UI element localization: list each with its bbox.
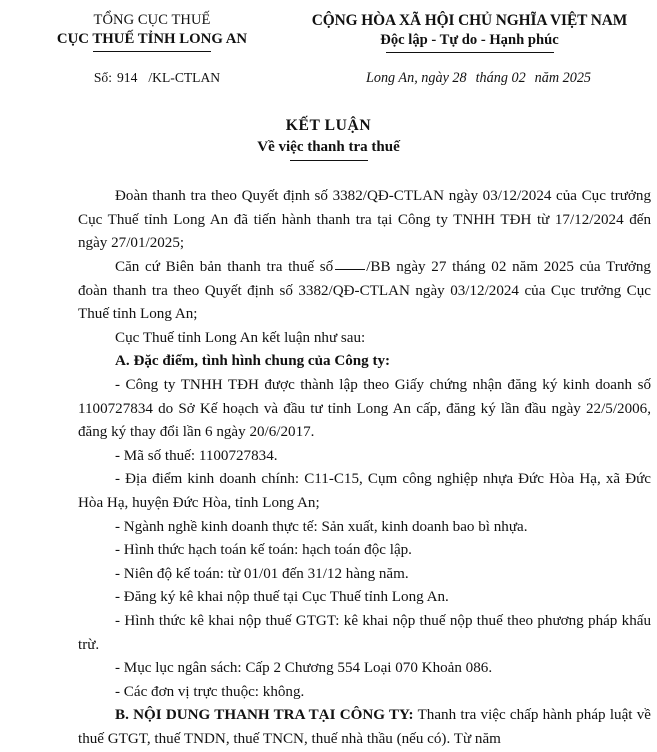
section-b-body: Thanh tra việc chấp hành pháp luật về thuế GTGT, thuế TNDN, thuế TNCN, thuế nhà thầu (nếu có). Từ năm [78, 707, 651, 747]
document-title-block [0, 115, 657, 161]
preamble-paragraph-3: Cục Thuế tỉnh Long An kết luận như sau: [115, 329, 366, 346]
section-a-heading: A. Đặc điểm, tình hình chung của Công ty: [115, 353, 391, 370]
document-masthead [0, 0, 657, 87]
masthead-left-block [0, 11, 288, 86]
preamble-paragraph-1: Đoàn thanh tra theo Quyết định số 3382/QĐ-CTLAN ngày 03/12/2024 của Cục trưởng Cục Thuế tỉnh Long An đã tiến hành thanh tra tại Công ty TNHH TĐH từ 17/12/2024 đến ngày 27/01/2025; [78, 188, 651, 252]
fill-in-blank[interactable] [335, 269, 365, 270]
preamble-paragraph-2 [78, 256, 651, 327]
list-item: - Mục lục ngân sách: Cấp 2 Chương 554 Loại 070 Khoản 086. [115, 660, 493, 677]
document-number-line [16, 70, 288, 86]
page-title: KẾT LUẬN [285, 116, 372, 134]
document-number-suffix: /KL-CTLAN [148, 69, 221, 85]
national-motto: Độc lập - Tự do - Hạnh phúc [380, 32, 559, 49]
issuing-authority: CỤC THUẾ TỈNH LONG AN [56, 30, 248, 47]
document-number-value: 914 [117, 69, 138, 85]
list-item: - Địa điểm kinh doanh chính: C11-C15, Cụm công nghiệp nhựa Đức Hòa Hạ, xã Đức Hòa Hạ, huyện Đức Hòa, tỉnh Long An; [78, 471, 651, 511]
national-motto-underline [386, 52, 554, 53]
list-item: - Niên độ kế toán: từ 01/01 đến 31/12 hàng năm. [115, 565, 409, 582]
national-heading: CỘNG HÒA XÃ HỘI CHỦ NGHĨA VIỆT NAM [311, 12, 628, 29]
year: năm 2025 [534, 69, 592, 86]
preamble-2-after-blank: /BB ngày 27 tháng 02 năm 2025 của Trưởng đoàn thanh tra theo Quyết định số 3382/QĐ-CTLAN ngày 03/12/2024 của Cục trưởng Cục Thuế tỉnh Long An; [78, 259, 651, 323]
issuing-authority-parent: TỔNG CỤC THUẾ [93, 12, 211, 28]
list-item: - Công ty TNHH TĐH được thành lập theo Giấy chứng nhận đăng ký kinh doanh số 1100727834 do Sở Kế hoạch và đầu tư tỉnh Long An cấp, đăng ký lần đầu ngày 22/5/2006, đăng ký thay đổi lần 6 ngày 20/6/2017. [78, 377, 651, 441]
list-item: - Hình thức kê khai nộp thuế GTGT: kê khai nộp thuế nộp thuế theo phương pháp khấu trừ. [78, 612, 651, 653]
issuing-authority-underline [93, 51, 211, 52]
list-item: - Mã số thuế: 1100727834. [115, 447, 278, 464]
place-and-day: Long An, ngày 28 [365, 69, 467, 86]
place-and-date-line [288, 70, 651, 87]
section-b-heading: B. NỘI DUNG THANH TRA TẠI CÔNG TY: [115, 707, 414, 724]
list-item: - Các đơn vị trực thuộc: không. [115, 683, 305, 700]
document-number-label: Số: [93, 69, 112, 85]
month: tháng 02 [475, 69, 526, 86]
section-b-paragraph [78, 704, 651, 751]
page-subtitle: Về việc thanh tra thuế [257, 139, 400, 156]
document-body [0, 185, 657, 751]
title-underline [290, 160, 368, 161]
list-item: - Hình thức hạch toán kế toán: hạch toán độc lập. [115, 542, 412, 559]
preamble-2-before-blank: Căn cứ Biên bản thanh tra thuế số [115, 259, 334, 276]
list-item: - Đăng ký kê khai nộp thuế tại Cục Thuế tỉnh Long An. [115, 589, 449, 606]
masthead-right-block [288, 11, 657, 87]
list-item: - Ngành nghề kinh doanh thực tế: Sản xuất, kinh doanh bao bì nhựa. [115, 518, 528, 535]
